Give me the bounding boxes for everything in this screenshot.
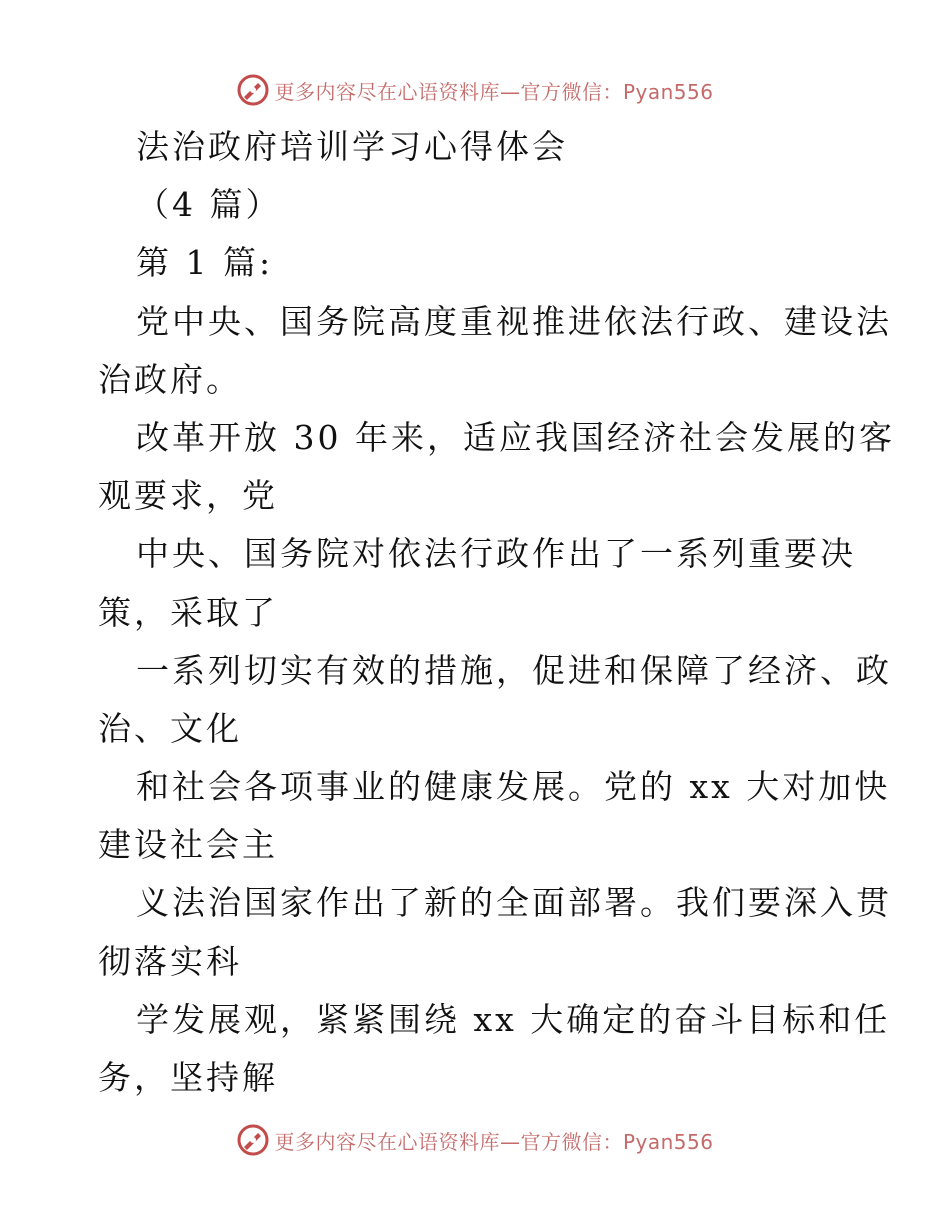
text-line: 第 1 篇: — [136, 243, 274, 283]
footer-banner-text: 更多内容尽在心语资料库—官方微信：Pyan556 — [274, 1129, 714, 1154]
text-line: 务，坚持解 — [98, 1058, 278, 1097]
text-line: 治政府。 — [98, 359, 242, 399]
text-line: 和社会各项事业的健康发展。党的 xx 大对加快 — [136, 767, 891, 807]
text-line: 一系列切实有效的措施，促进和保障了经济、政 — [136, 650, 892, 690]
text-line: 党中央、国务院高度重视推进依法行政、建设法 — [136, 301, 892, 341]
document-body — [98, 118, 895, 1107]
header-banner-text: 更多内容尽在心语资料库—官方微信：Pyan556 — [274, 79, 714, 104]
text-line: （4 篇） — [136, 185, 282, 225]
text-line: 改革开放 30 年来，适应我国经济社会发展的客 — [136, 417, 895, 457]
text-line: 学发展观，紧紧围绕 xx 大确定的奋斗目标和任 — [136, 999, 891, 1039]
text-line: 义法治国家作出了新的全面部署。我们要深入贯 — [136, 883, 892, 923]
text-line: 观要求，党 — [98, 476, 278, 516]
pen-logo-icon — [236, 1123, 270, 1157]
pen-logo-icon — [236, 73, 270, 107]
text-line: 中央、国务院对依法行政作出了一系列重要决 — [136, 534, 856, 574]
footer-watermark-banner — [0, 1120, 950, 1160]
header-watermark-banner — [0, 70, 950, 110]
text-line: 策，采取了 — [98, 592, 278, 632]
text-line: 治、文化 — [98, 708, 242, 748]
text-line: 彻落实科 — [98, 941, 242, 981]
text-line: 建设社会主 — [98, 825, 278, 865]
document-title: 法治政府培训学习心得体会 — [136, 127, 568, 166]
